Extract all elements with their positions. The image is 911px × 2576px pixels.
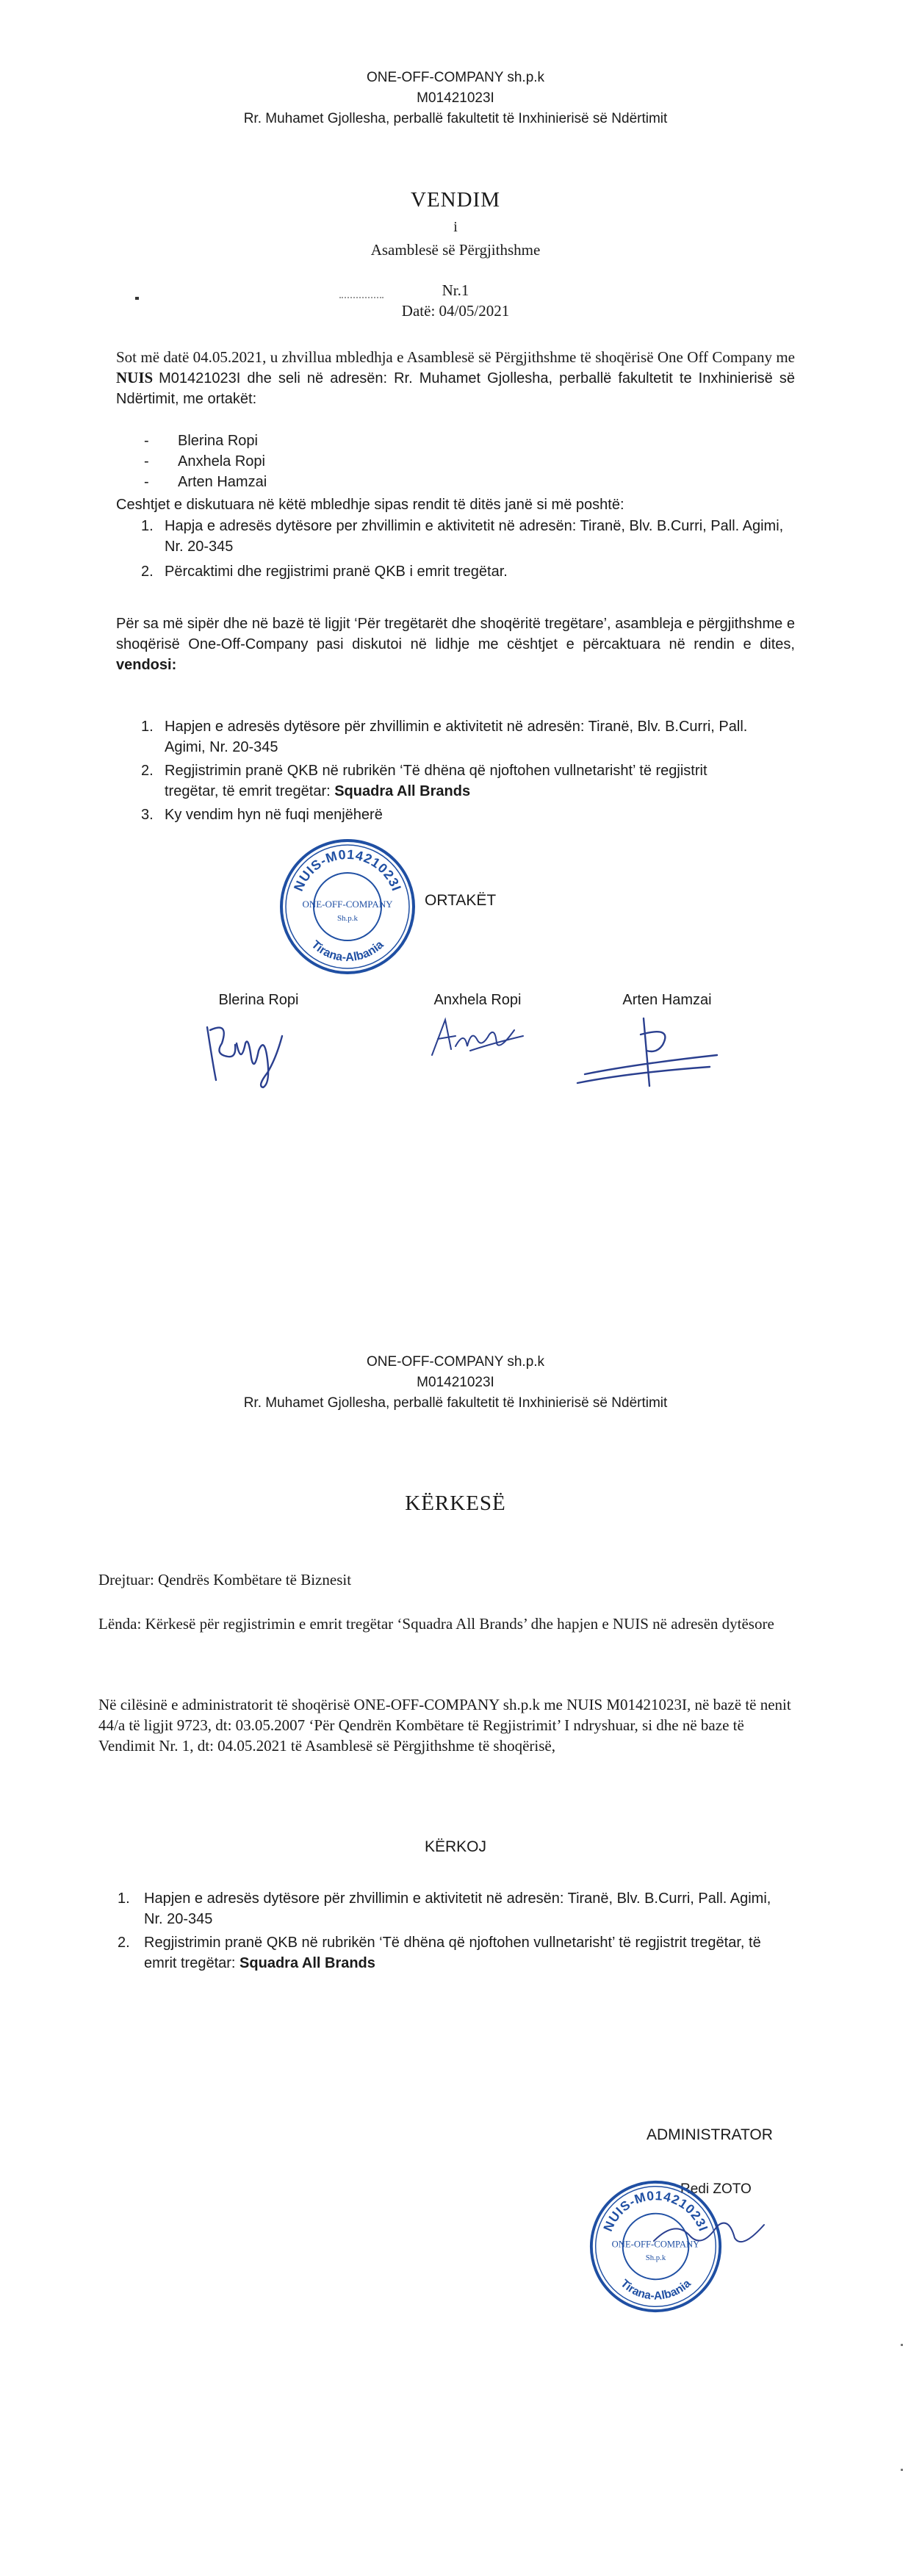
request-body: Në cilësinë e administratorit të shoqërisë ONE-OFF-COMPANY sh.p.k me NUIS M01421023I, në bazë të nenit 44/a të ligjit 9723, dt: 03.05.2007 ‘Për Qendrën Kombëtare të Regjistrimit’ I ndryshuar, si dhe në baze të Vendimit Nr. 1, dt: 04.05.2021 të Asamblesë së Përgjithshme të shoqërisë, [98, 1696, 791, 1755]
list-item [141, 805, 795, 825]
partners-list [141, 431, 655, 492]
administrator-name: Redi ZOTO [680, 2181, 752, 2197]
subject-line: Lënda: Kërkesë për regjistrimin e emrit tregëtar ‘Squadra All Brands’ dhe hapjen e NUIS në adresën dytësore [98, 1615, 774, 1633]
scan-speck [339, 297, 384, 300]
request-heading: KËRKOJ [424, 1838, 487, 1855]
decision-item-text: Hapjen e adresës dytësore për zhvillimin e aktivitetit në adresën: Tiranë, Blv. B.Curri, Pall. Agimi, Nr. 20-345 [165, 719, 748, 755]
addressed-to: Drejtuar: Qendrës Kombëtare të Biznesit [98, 1571, 352, 1589]
stamp-center-text: ONE-OFF-COMPANY [611, 2239, 700, 2250]
signature-blerina [200, 1014, 295, 1091]
list-item: - Arten Hamzai [141, 472, 655, 492]
stamp-top-text: NUIS-M01421023I [291, 846, 405, 893]
title-connector: i [453, 219, 458, 235]
signatory-name: Blerina Ropi [218, 992, 299, 1008]
document-number: Nr.1 [442, 281, 469, 299]
letterhead [0, 68, 911, 129]
list-item [118, 1888, 786, 1929]
intro-text-b: M01421023I dhe seli në adresën: Rr. Muhamet Gjollesha, perballë fakultetit te Inxhinierisë së Ndërtimit, me ortakët: [116, 370, 795, 407]
document-subtitle: Asamblesë së Përgjithshme [370, 241, 541, 259]
signatory-name: Anxhela Ropi [433, 992, 522, 1008]
administrator-heading: ADMINISTRATOR [647, 2126, 773, 2143]
company-nuis: M01421023I [417, 1375, 494, 1390]
signatory-name: Arten Hamzai [622, 992, 712, 1008]
scan-speck [901, 2469, 903, 2471]
stamp-center-small: Sh.p.k [645, 2253, 666, 2262]
decision-word: vendosi: [116, 657, 177, 673]
company-stamp [278, 837, 417, 976]
list-item: Hapja e adresës dytësore per zhvillimin e aktivitetit në adresën: Tiranë, Blv. B.Curri, Pall. Agimi, Nr. 20-345 [165, 518, 784, 555]
trade-name: Squadra All Brands [334, 783, 471, 799]
stamp-top-text: NUIS-M01421023I [600, 2188, 711, 2234]
agenda-list [141, 516, 795, 582]
stamp-center-small: Sh.p.k [336, 914, 359, 923]
list-item [141, 716, 795, 758]
company-name: ONE-OFF-COMPANY sh.p.k [366, 70, 545, 85]
stamp-center-text: ONE-OFF-COMPANY [302, 899, 393, 910]
agenda-intro: Ceshtjet e diskutuara në këtë mbledhje sipas rendit të ditës janë si më poshtë: [116, 497, 624, 513]
decisions-list [141, 716, 795, 825]
document-title: VENDIM [411, 188, 500, 212]
document-date: Datë: 04/05/2021 [401, 302, 510, 320]
scan-speck [135, 297, 139, 300]
signature-anxhela [426, 1014, 529, 1065]
decision-item-text: Ky vendim hyn në fuqi menjëherë [165, 807, 383, 823]
partners-heading: ORTAKËT [425, 892, 497, 909]
signature-admin [647, 2212, 771, 2256]
list-item: - Blerina Ropi [141, 431, 655, 451]
document-title: KËRKESË [405, 1492, 506, 1515]
company-nuis: M01421023I [417, 90, 494, 106]
list-item [118, 1932, 786, 1974]
list-item [141, 760, 795, 802]
company-name: ONE-OFF-COMPANY sh.p.k [366, 1354, 545, 1370]
decision-item-text: Regjistrimin pranë QKB në rubrikën ‘Të dhëna që njoftohen vullnetarisht’ të regjistrit tregëtar, të emrit tregëtar: [165, 763, 707, 799]
decision-paragraph [116, 614, 795, 675]
list-item: - Anxhela Ropi [141, 451, 655, 472]
stamp-bottom-text: Tirana-Albania [309, 938, 386, 965]
intro-text-a: Sot më datë 04.05.2021, u zhvillua mbledhja e Asamblesë së Përgjithshme të shoqërisë One Off Company me [116, 348, 795, 366]
requests-list [118, 1888, 786, 1974]
trade-name: Squadra All Brands [240, 1955, 375, 1971]
signature-arten [570, 1012, 732, 1093]
request-page [0, 1293, 911, 2576]
request-item-text: Regjistrimin pranë QKB në rubrikën ‘Të dhëna që njoftohen vullnetarisht’ të regjistrit tregëtar, të emrit tregëtar: [144, 1935, 761, 1971]
intro-paragraph [116, 347, 795, 409]
stamp-bottom-text: Tirana-Albania [618, 2277, 694, 2303]
scan-speck [901, 2344, 903, 2346]
decision-text: Për sa më sipër dhe në bazë të ligjit ‘Për tregëtarët dhe shoqëritë tregëtare’, asambleja e përgjithshme e shoqërisë One-Off-Company pasi diskutoi në lidhje me cështjet e përcaktuara në rendin e dites, [116, 616, 795, 652]
request-item-text: Hapjen e adresës dytësore për zhvillimin e aktivitetit në adresën: Tiranë, Blv. B.Curri, Pall. Agimi, Nr. 20-345 [144, 1890, 771, 1927]
company-address: Rr. Muhamet Gjollesha, perballë fakultetit të Inxhinierisë së Ndërtimit [243, 1395, 668, 1411]
company-address: Rr. Muhamet Gjollesha, perballë fakultetit të Inxhinierisë së Ndërtimit [243, 111, 668, 126]
letterhead [0, 1352, 911, 1414]
intro-nuis-label: NUIS [116, 369, 154, 386]
list-item: Përcaktimi dhe regjistrimi pranë QKB i emrit tregëtar. [165, 564, 508, 580]
